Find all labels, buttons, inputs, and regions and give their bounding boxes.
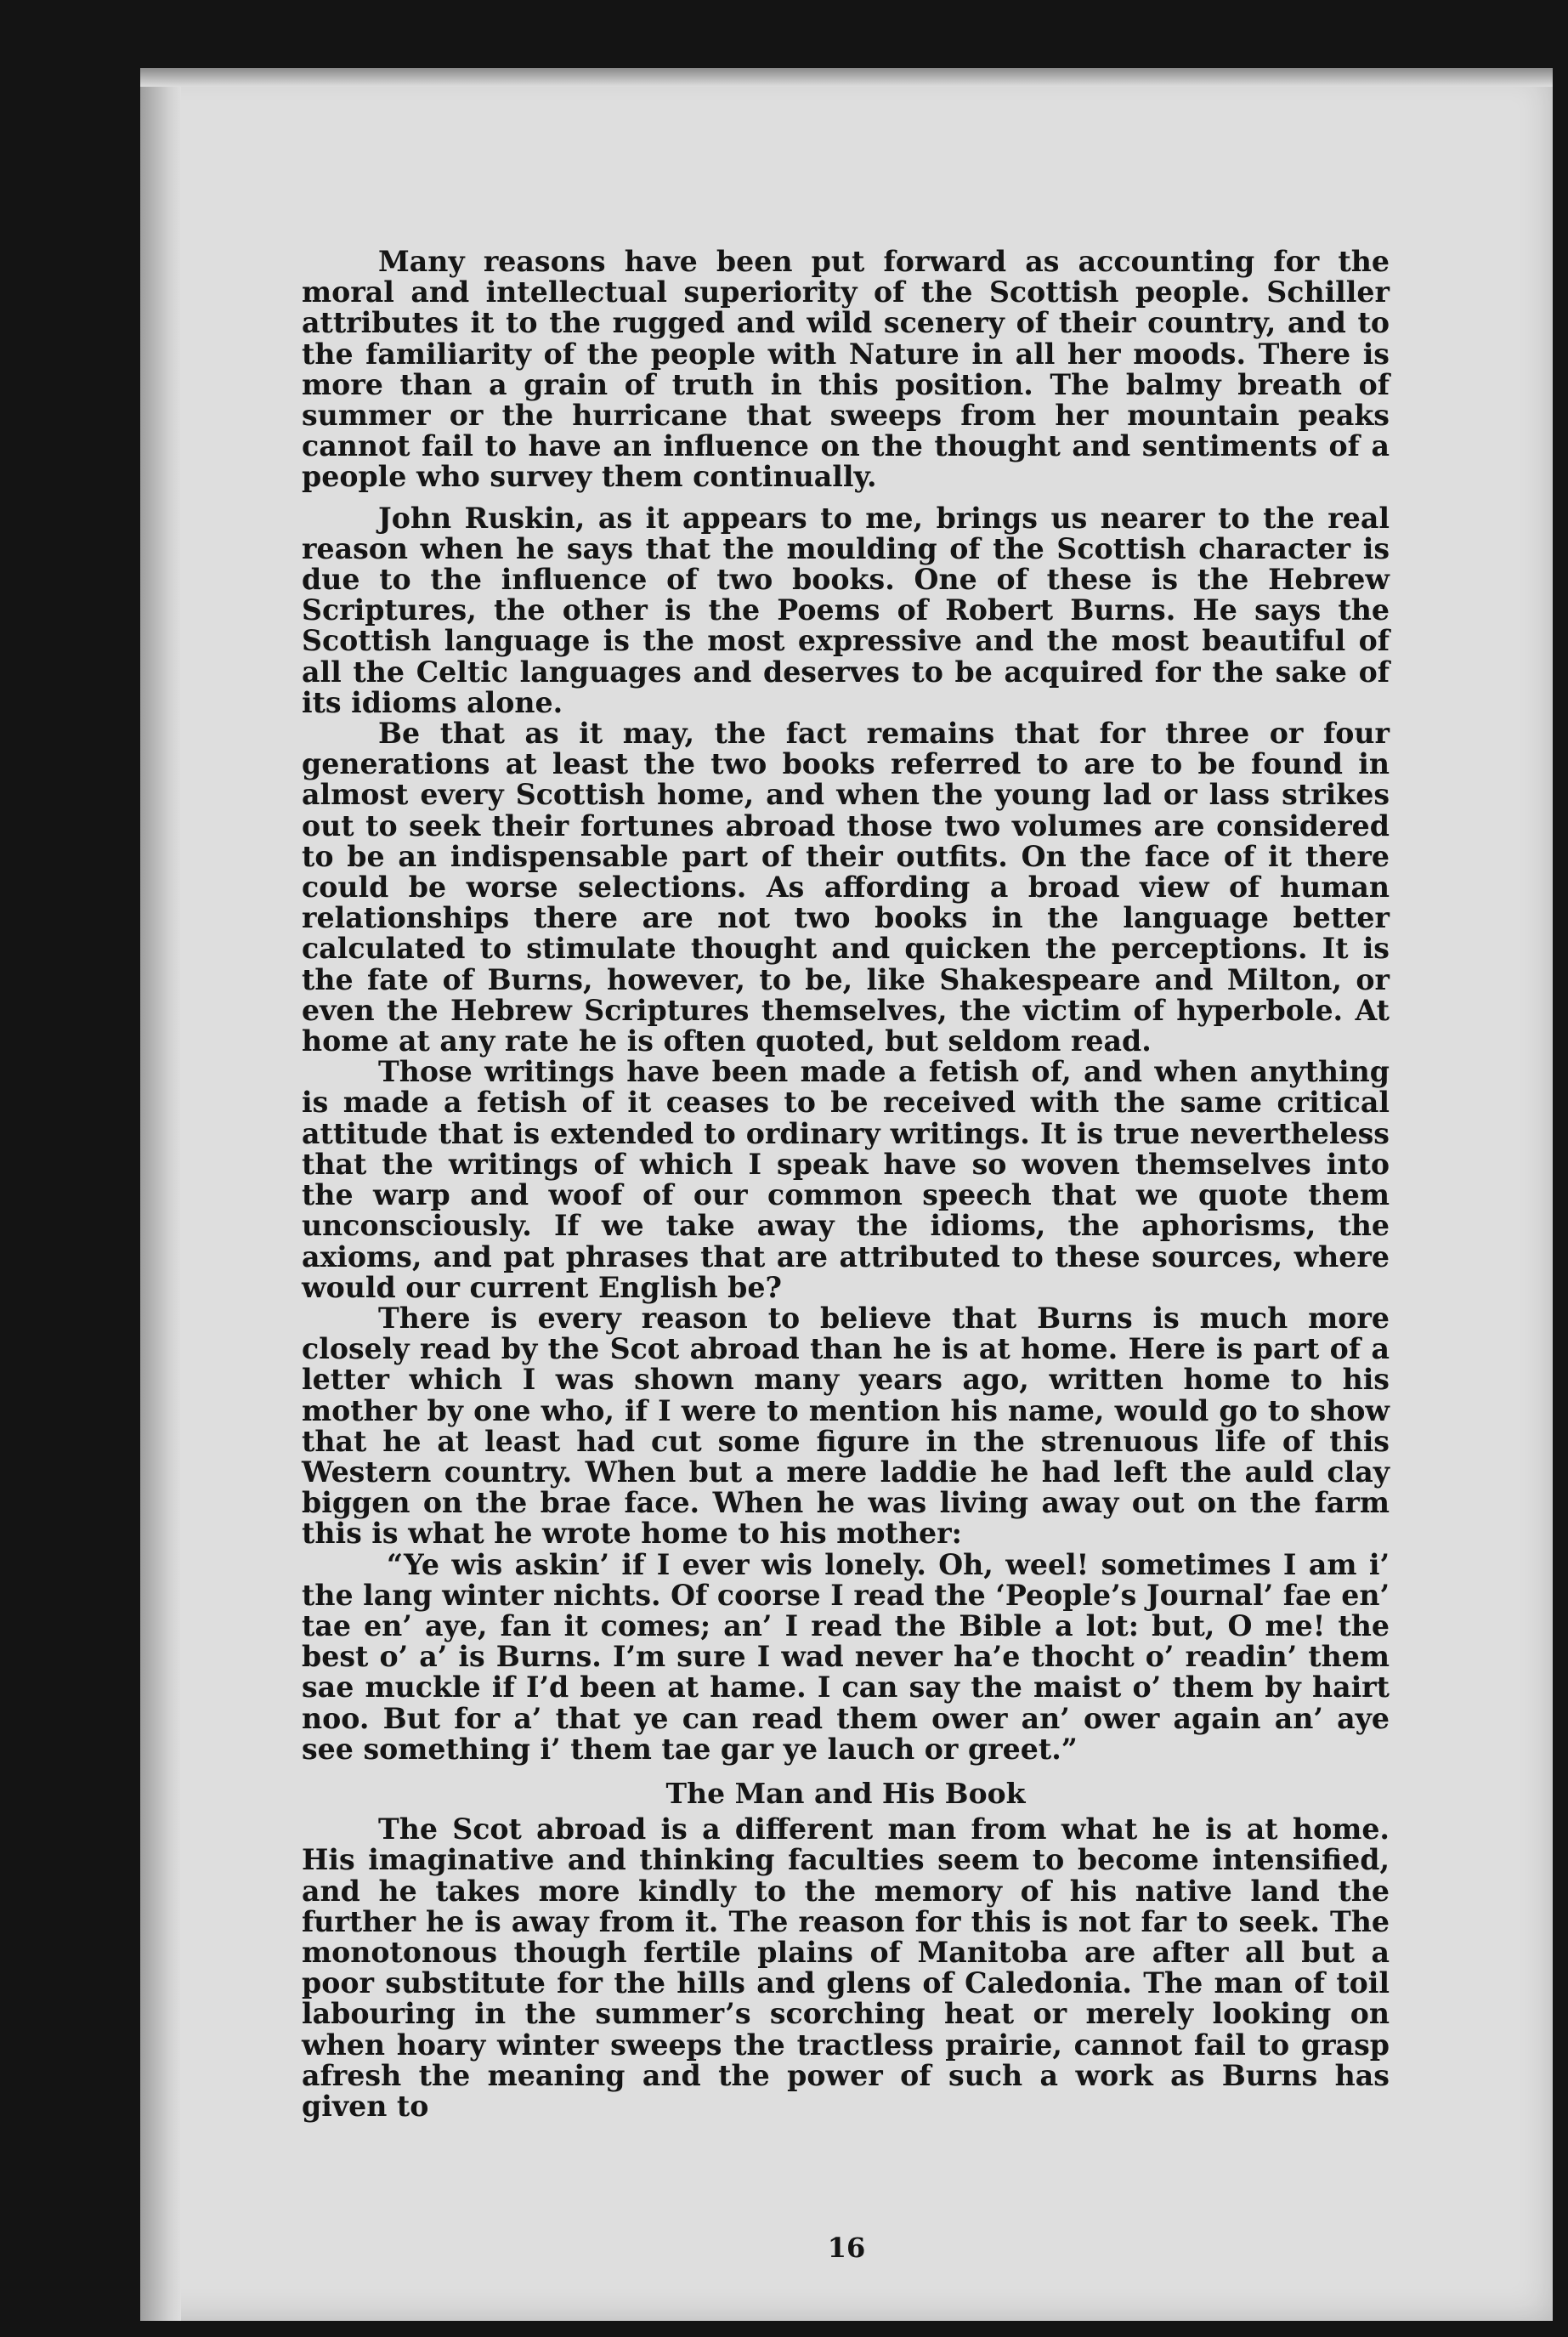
- paragraph-scot-abroad-letter: There is every reason to believe that Burns is much more closely read by the Scot abroad than he is at home. Here is part of a letter which I was shown many years ago, written home to his mother by one who, if I were to mention his name, would go to show that he at least had cut some figure in the strenuous life of this Western country. When but a mere laddie he had left the auld clay biggen on the brae face. When he was living away out on the farm this is what he wrote home to his mother:: [302, 1301, 1390, 1551]
- book-page: [140, 68, 1553, 2321]
- page-top-shadow: [140, 68, 1553, 87]
- paragraph-ruskin: John Ruskin, as it appears to me, brings us nearer to the real reason when he says that the moulding of the Scottish character is due to the influence of two books. One of these is the Hebrew Scriptures, the other is the Poems of Robert Burns. He says the Scottish language is the most expressive and the most beautiful of all the Celtic languages and deserves to be acquired for the sake of its idioms alone.: [302, 501, 1390, 719]
- page-number: 16: [827, 2232, 866, 2264]
- paragraph-schiller: Many reasons have been put forward as accounting for the moral and intellectual superiority of the Scottish people. Schiller attributes it to the rugged and wild scenery of their country, and to the familiarity of the people with Nature in all her moods. There is more than a grain of truth in this position. The balmy breath of summer or the hurricane that sweeps from her mountain peaks cannot fail to have an influence on the thought and sentiments of a people who survey them continually.: [302, 245, 1390, 494]
- paragraph-man-and-book: The Scot abroad is a different man from what he is at home. His imaginative and thinking faculties seem to become intensified, and he takes more kindly to the memory of his native land the further he is away from it. The reason for this is not far to seek. The monotonous though fertile plains of Manitoba are after all but a poor substitute for the hills and glens of Caledonia. The man of toil labouring in the summer’s scorching heat or merely looking on when hoary winter sweeps the tractless prairie, cannot fail to grasp afresh the meaning and the power of such a work as Burns has given to: [302, 1812, 1390, 2123]
- paragraph-fetish: Those writings have been made a fetish of, and when anything is made a fetish of it ceases to be received with the same critical attitude that is extended to ordinary writings. It is true nevertheless that the writings of which I speak have so woven themselves into the warp and woof of our common speech that we quote them unconsciously. If we take away the idioms, the aphorisms, the axioms, and pat phrases that are attributed to these sources, where would our current English be?: [302, 1055, 1390, 1304]
- section-heading: The Man and His Book: [665, 1776, 1026, 1810]
- paragraph-two-books: Be that as it may, the fact remains that for three or four generations at least the two books referred to are to be found in almost every Scottish home, and when the young lad or lass strikes out to seek their fortunes abroad those two volumes are considered to be an indispensable part of their outfits. On the face of it there could be worse selections. As affording a broad view of human relationships there are not two books in the language better calculated to stimulate thought and quicken the perceptions. It is the fate of Burns, however, to be, like Shakespeare and Milton, or even the Hebrew Scriptures themselves, the victim of hyperbole. At home at any rate he is often quoted, but seldom read.: [302, 717, 1390, 1058]
- body-text: [302, 247, 1390, 2122]
- paragraph-letter-quote: “Ye wis askin’ if I ever wis lonely. Oh, weel! sometimes I am i’ the lang winter nichts. Of coorse I read the ‘People’s Journal’ fae en’ tae en’ aye, fan it comes; an’ I read the Bible a lot: but, O me! the best o’ a’ is Burns. I’m sure I wad never ha’e thocht o’ readin’ them sae muckle if I’d been at hame. I can say the maist o’ them by hairt noo. But for a’ that ye can read them ower an’ ower again an’ aye see something i’ them tae gar ye lauch or greet.”: [302, 1547, 1390, 1766]
- page-binding-shadow: [140, 68, 181, 2321]
